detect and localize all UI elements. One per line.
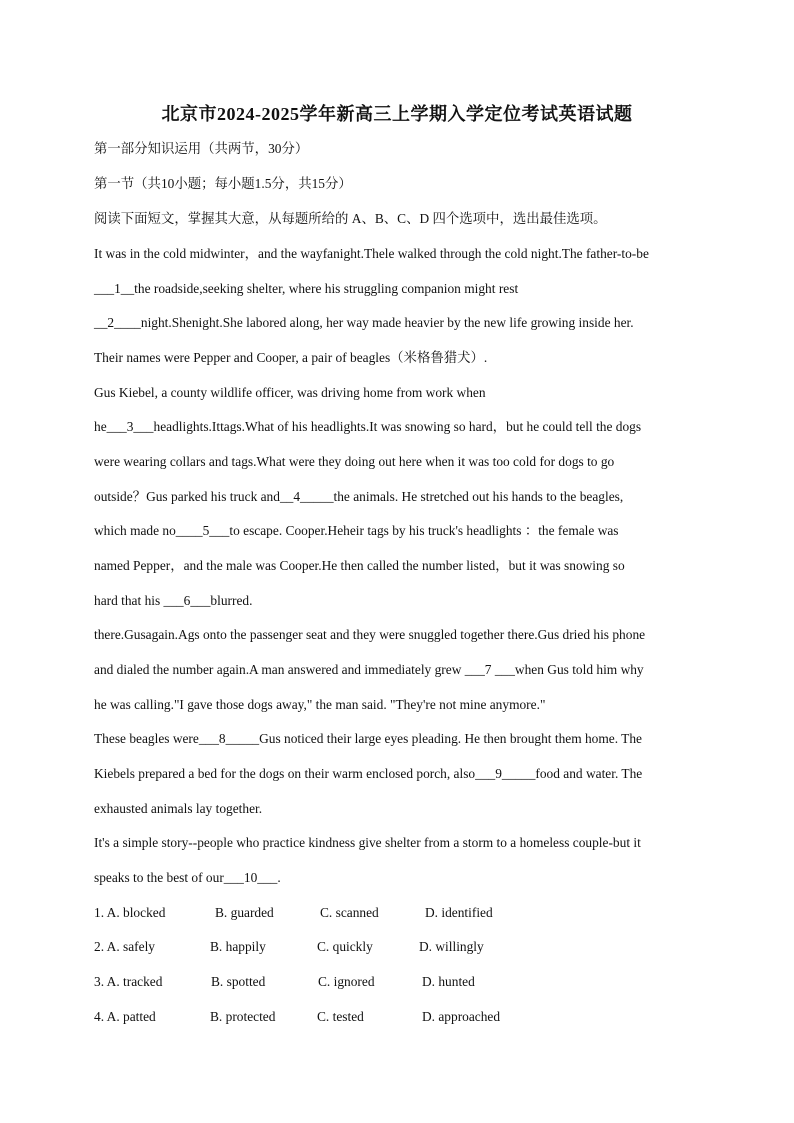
passage-line: Their names were Pepper and Cooper, a pair of beagles（米格鲁猎犬）. bbox=[94, 350, 488, 365]
question-2-option-b: B. happily bbox=[210, 939, 266, 954]
question-2-option-a: 2. A. safely bbox=[94, 939, 155, 954]
passage-line: hard that his ___6___blurred. bbox=[94, 593, 253, 608]
passage-line: which made no____5___to escape. Cooper.Heheir tags by his truck's headlights ：the female was bbox=[94, 523, 619, 538]
question-1-option-c: C. scanned bbox=[320, 905, 379, 920]
part-heading: 第一部分知识运用（共两节，30分） bbox=[94, 141, 309, 156]
question-1-option-d: D. identified bbox=[425, 905, 493, 920]
question-1-option-a: 1. A. blocked bbox=[94, 905, 166, 920]
exam-title: 北京市2024-2025学年新高三上学期入学定位考试英语试题 bbox=[161, 104, 633, 124]
question-1-option-b: B. guarded bbox=[215, 905, 274, 920]
passage-line: he was calling."I gave those dogs away," the man said. "They're not mine anymore." bbox=[94, 697, 546, 712]
passage-line: there.Gusagain.Ags onto the passenger seat and they were snuggled together there.Gus dried his phone bbox=[94, 627, 646, 642]
instructions: 阅读下面短文，掌握其大意，从每题所给的 A、B、C、D 四个选项中，选出最佳选项。 bbox=[94, 211, 607, 226]
passage-line: named Pepper，and the male was Cooper.He then called the number listed，but it was snowing so bbox=[94, 558, 625, 573]
passage-line: It's a simple story--people who practice kindness give shelter from a storm to a homeless couple-but it bbox=[94, 835, 641, 850]
question-3-option-c: C. ignored bbox=[318, 974, 375, 989]
passage-line: were wearing collars and tags.What were they doing out here when it was too cold for dogs to go bbox=[94, 454, 615, 469]
question-2-option-d: D. willingly bbox=[419, 939, 484, 954]
question-2-option-c: C. quickly bbox=[317, 939, 373, 954]
question-3-option-d: D. hunted bbox=[422, 974, 475, 989]
question-3-option-a: 3. A. tracked bbox=[94, 974, 163, 989]
section-heading: 第一节（共10小题；每小题1.5分，共15分） bbox=[94, 176, 352, 191]
question-4-option-a: 4. A. patted bbox=[94, 1009, 156, 1024]
passage-line: __2____night.Shenight.She labored along, her way made heavier by the new life growing inside her. bbox=[94, 315, 634, 330]
passage-line: Gus Kiebel, a county wildlife officer, was driving home from work when bbox=[94, 385, 486, 400]
passage-line: outside？Gus parked his truck and__4_____the animals. He stretched out his hands to the beagles, bbox=[94, 489, 624, 504]
question-4-option-b: B. protected bbox=[210, 1009, 276, 1024]
passage-line: These beagles were___8_____Gus noticed their large eyes pleading. He then brought them home. The bbox=[94, 731, 642, 746]
passage-line: Kiebels prepared a bed for the dogs on their warm enclosed porch, also___9_____food and water. The bbox=[94, 766, 643, 781]
question-4-option-c: C. tested bbox=[317, 1009, 364, 1024]
question-4-option-d: D. approached bbox=[422, 1009, 501, 1024]
passage-line: It was in the cold midwinter，and the wayfanight.Thele walked through the cold night.The father-to-be bbox=[94, 246, 649, 261]
passage-line: exhausted animals lay together. bbox=[94, 801, 263, 816]
passage-line: speaks to the best of our___10___. bbox=[94, 870, 281, 885]
passage-line: he___3___headlights.Ittags.What of his headlights.It was snowing so hard，but he could tell the dogs bbox=[94, 419, 642, 434]
passage-line: ___1__the roadside,seeking shelter, where his struggling companion might rest bbox=[94, 281, 519, 296]
passage-line: and dialed the number again.A man answered and immediately grew ___7 ___when Gus told him why bbox=[94, 662, 644, 677]
question-3-option-b: B. spotted bbox=[211, 974, 266, 989]
